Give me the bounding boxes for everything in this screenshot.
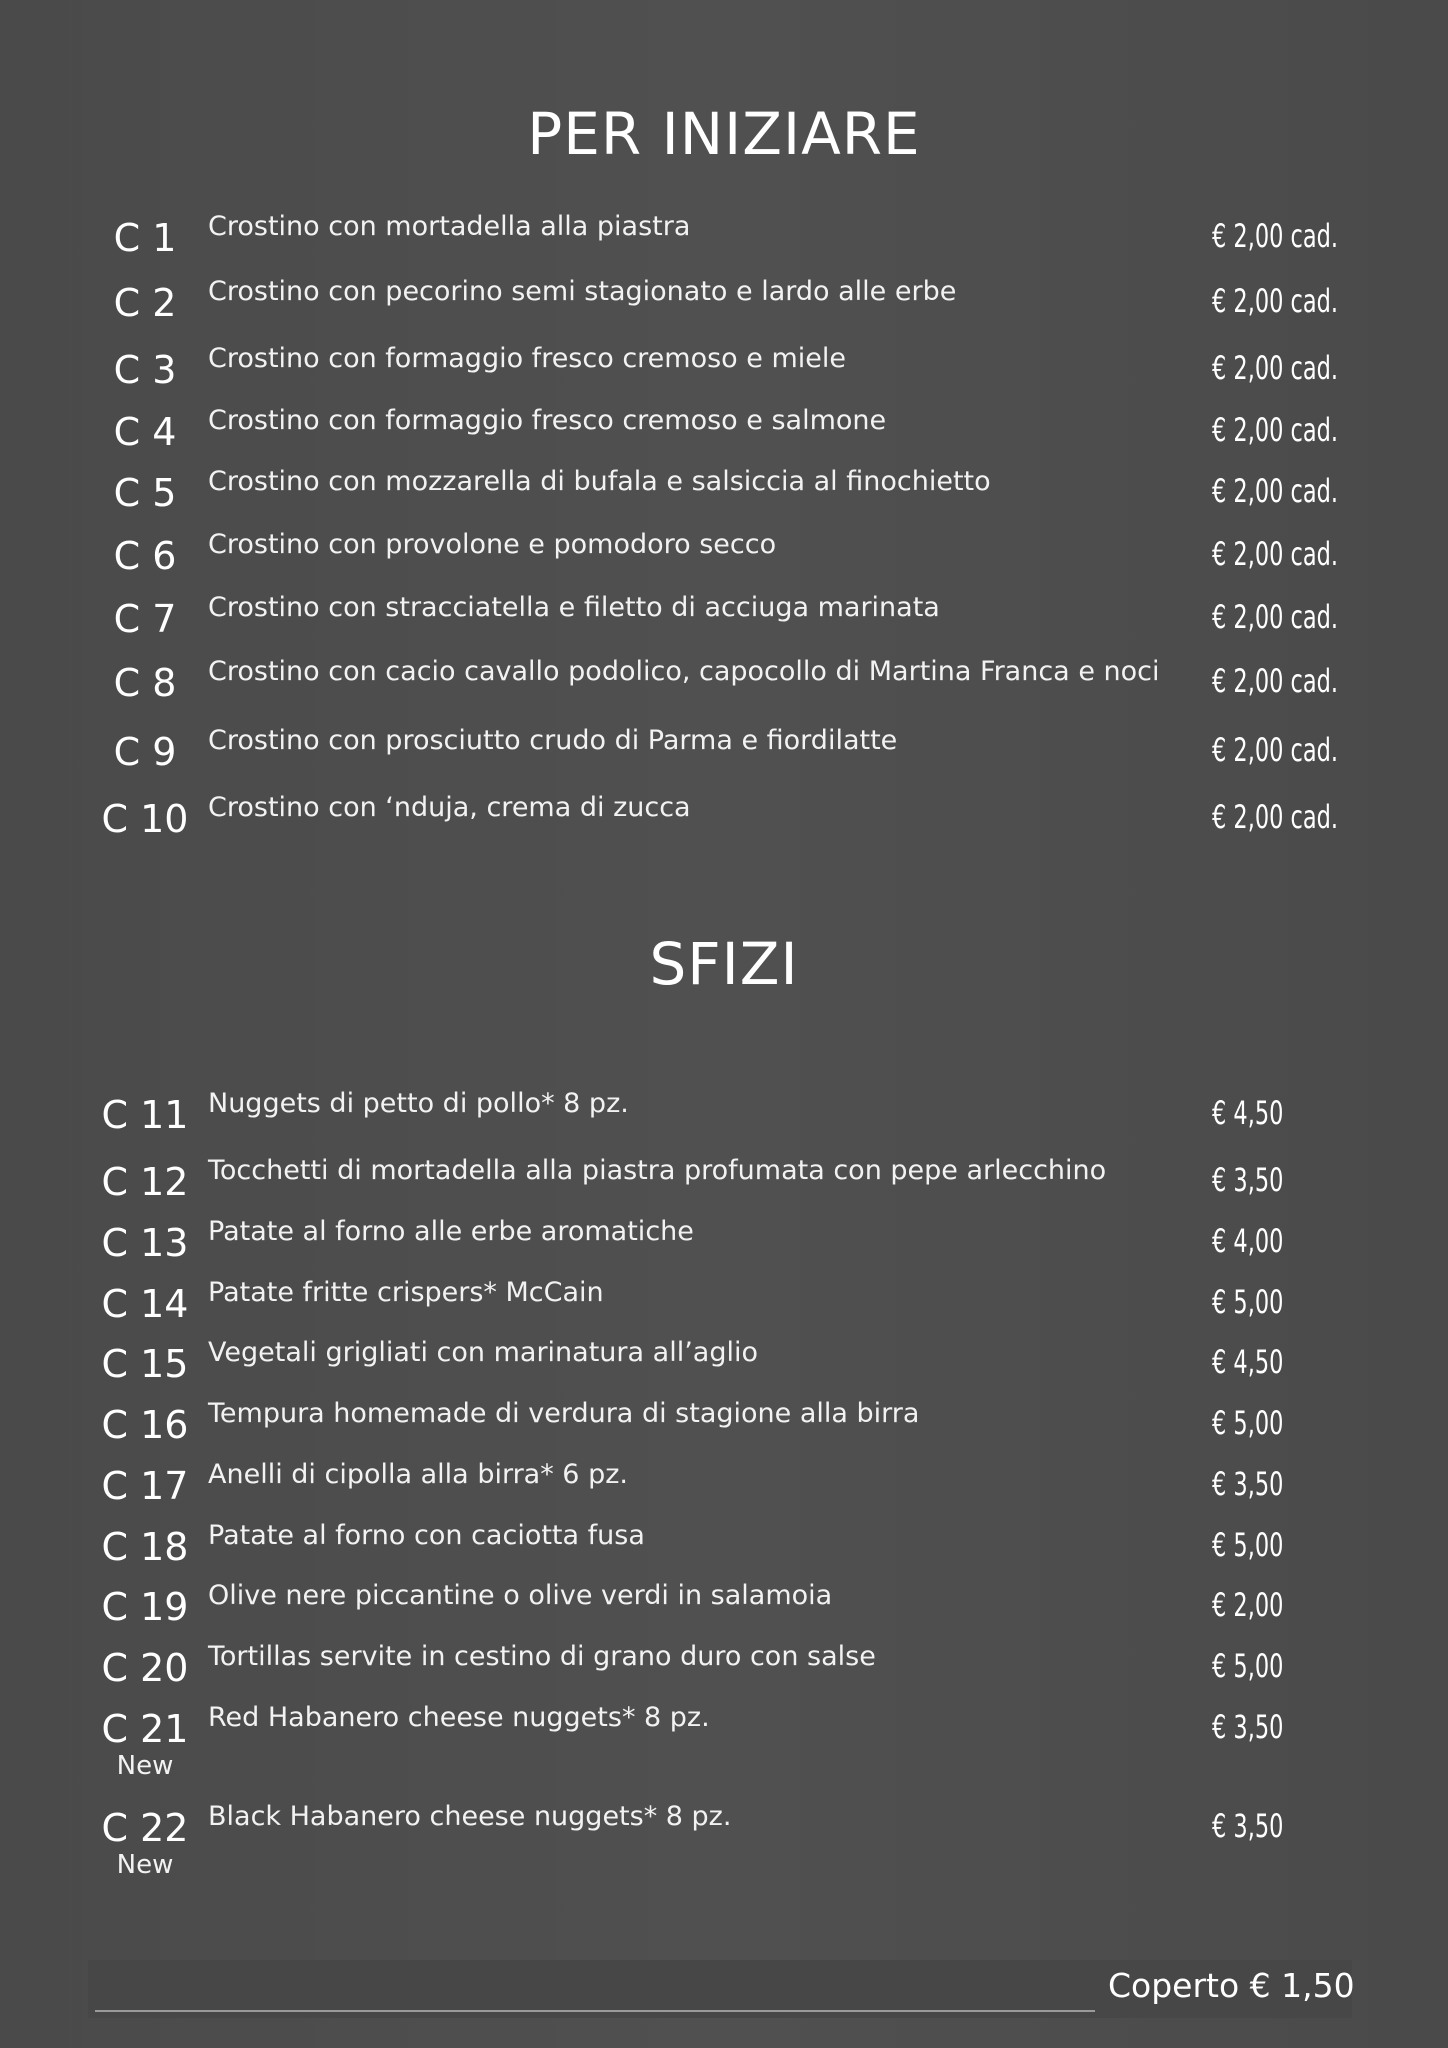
menu-item — [0, 1640, 1448, 1700]
item-price: € 2,00 cad. — [1212, 731, 1339, 769]
item-description: Tempura homemade di verdura di stagione alla birra — [208, 1398, 920, 1429]
item-price: € 2,00 cad. — [1212, 798, 1339, 836]
menu-item — [0, 1579, 1448, 1639]
item-code: C 14 — [101, 1282, 189, 1326]
menu-item — [0, 1519, 1448, 1579]
item-price: € 4,50 — [1212, 1094, 1284, 1132]
item-code: C 6 — [113, 534, 177, 578]
item-price: € 3,50 — [1212, 1708, 1284, 1746]
item-description: Crostino con stracciatella e filetto di acciuga marinata — [208, 592, 940, 623]
menu-item — [0, 791, 1448, 851]
item-description: Crostino con mozzarella di bufala e salsiccia al finochietto — [208, 466, 991, 497]
item-price: € 3,50 — [1212, 1465, 1284, 1503]
item-description: Crostino con cacio cavallo podolico, capocollo di Martina Franca e noci — [208, 656, 1160, 687]
item-code: C 17 — [101, 1464, 189, 1508]
item-price: € 5,00 — [1212, 1404, 1284, 1442]
item-price: € 2,00 cad. — [1212, 282, 1339, 320]
item-price: € 3,50 — [1212, 1807, 1284, 1845]
menu-item — [0, 1276, 1448, 1336]
item-code: C 1 — [113, 216, 177, 260]
item-code: C 22 — [101, 1806, 189, 1850]
item-code: C 8 — [113, 661, 177, 705]
menu-item — [0, 1397, 1448, 1457]
item-price: € 2,00 cad. — [1212, 662, 1339, 700]
item-code: C 3 — [113, 348, 177, 392]
item-description: Vegetali grigliati con marinatura all’aglio — [208, 1337, 758, 1368]
item-price: € 5,00 — [1212, 1283, 1284, 1321]
item-price: € 2,00 cad. — [1212, 472, 1339, 510]
item-price: € 2,00 cad. — [1212, 598, 1339, 636]
item-description: Black Habanero cheese nuggets* 8 pz. — [208, 1801, 732, 1832]
item-price: € 4,00 — [1212, 1222, 1284, 1260]
menu-item — [0, 1458, 1448, 1518]
menu-item — [0, 724, 1448, 784]
item-price: € 2,00 cad. — [1212, 535, 1339, 573]
item-code: C 18 — [101, 1525, 189, 1569]
item-description: Tortillas servite in cestino di grano duro con salse — [208, 1641, 876, 1672]
item-description: Patate al forno alle erbe aromatiche — [208, 1216, 694, 1247]
item-code: C 12 — [101, 1160, 189, 1204]
item-code: C 9 — [113, 730, 177, 774]
item-description: Olive nere piccantine o olive verdi in salamoia — [208, 1580, 833, 1611]
item-description: Tocchetti di mortadella alla piastra profumata con pepe arlecchino — [208, 1155, 1107, 1186]
item-description: Crostino con ‘nduja, crema di zucca — [208, 792, 691, 823]
menu-item — [0, 1215, 1448, 1275]
item-description: Patate al forno con caciotta fusa — [208, 1520, 645, 1551]
item-description: Crostino con prosciutto crudo di Parma e fiordilatte — [208, 725, 898, 756]
item-code: C 2 — [113, 281, 177, 325]
item-description: Crostino con pecorino semi stagionato e lardo alle erbe — [208, 276, 957, 307]
item-price: € 5,00 — [1212, 1526, 1284, 1564]
new-badge: New — [116, 1850, 174, 1880]
item-description: Anelli di cipolla alla birra* 6 pz. — [208, 1459, 628, 1490]
item-price: € 5,00 — [1212, 1647, 1284, 1685]
item-code: C 5 — [113, 471, 177, 515]
section-title-sfizi: SFIZI — [649, 930, 799, 998]
item-code: C 13 — [101, 1221, 189, 1265]
menu-item — [0, 1154, 1448, 1214]
item-code: C 11 — [101, 1093, 189, 1137]
menu-item — [0, 1800, 1448, 1890]
item-description: Crostino con provolone e pomodoro secco — [208, 529, 777, 560]
new-badge: New — [116, 1751, 174, 1781]
item-description: Crostino con formaggio fresco cremoso e salmone — [208, 405, 887, 436]
menu-item — [0, 1087, 1448, 1147]
item-price: € 4,50 — [1212, 1343, 1284, 1381]
section-title-per-iniziare: PER INIZIARE — [527, 100, 921, 168]
item-description: Patate fritte crispers* McCain — [208, 1277, 604, 1308]
item-code: C 15 — [101, 1342, 189, 1386]
menu-item — [0, 342, 1448, 402]
item-code: C 16 — [101, 1403, 189, 1447]
item-price: € 2,00 cad. — [1212, 411, 1339, 449]
menu-item — [0, 404, 1448, 464]
menu-item — [0, 465, 1448, 525]
item-code: C 19 — [101, 1585, 189, 1629]
menu-item — [0, 275, 1448, 335]
menu-item — [0, 528, 1448, 588]
menu-item — [0, 591, 1448, 651]
item-code: C 10 — [101, 797, 189, 841]
item-code: C 20 — [101, 1646, 189, 1690]
footer-rule — [95, 2010, 1095, 2012]
item-price: € 2,00 cad. — [1212, 217, 1339, 255]
item-code: C 4 — [113, 410, 177, 454]
coperto-label: Coperto € 1,50 — [1108, 1966, 1355, 2005]
item-description: Crostino con mortadella alla piastra — [208, 211, 691, 242]
item-description: Nuggets di petto di pollo* 8 pz. — [208, 1088, 629, 1119]
menu-item — [0, 210, 1448, 270]
item-price: € 2,00 — [1212, 1586, 1284, 1624]
item-code: C 21 — [101, 1707, 189, 1751]
menu-item — [0, 1701, 1448, 1791]
item-code: C 7 — [113, 597, 177, 641]
item-price: € 3,50 — [1212, 1161, 1284, 1199]
menu-item — [0, 1336, 1448, 1396]
item-price: € 2,00 cad. — [1212, 349, 1339, 387]
item-description: Red Habanero cheese nuggets* 8 pz. — [208, 1702, 710, 1733]
item-description: Crostino con formaggio fresco cremoso e miele — [208, 343, 846, 374]
menu-item — [0, 655, 1448, 715]
